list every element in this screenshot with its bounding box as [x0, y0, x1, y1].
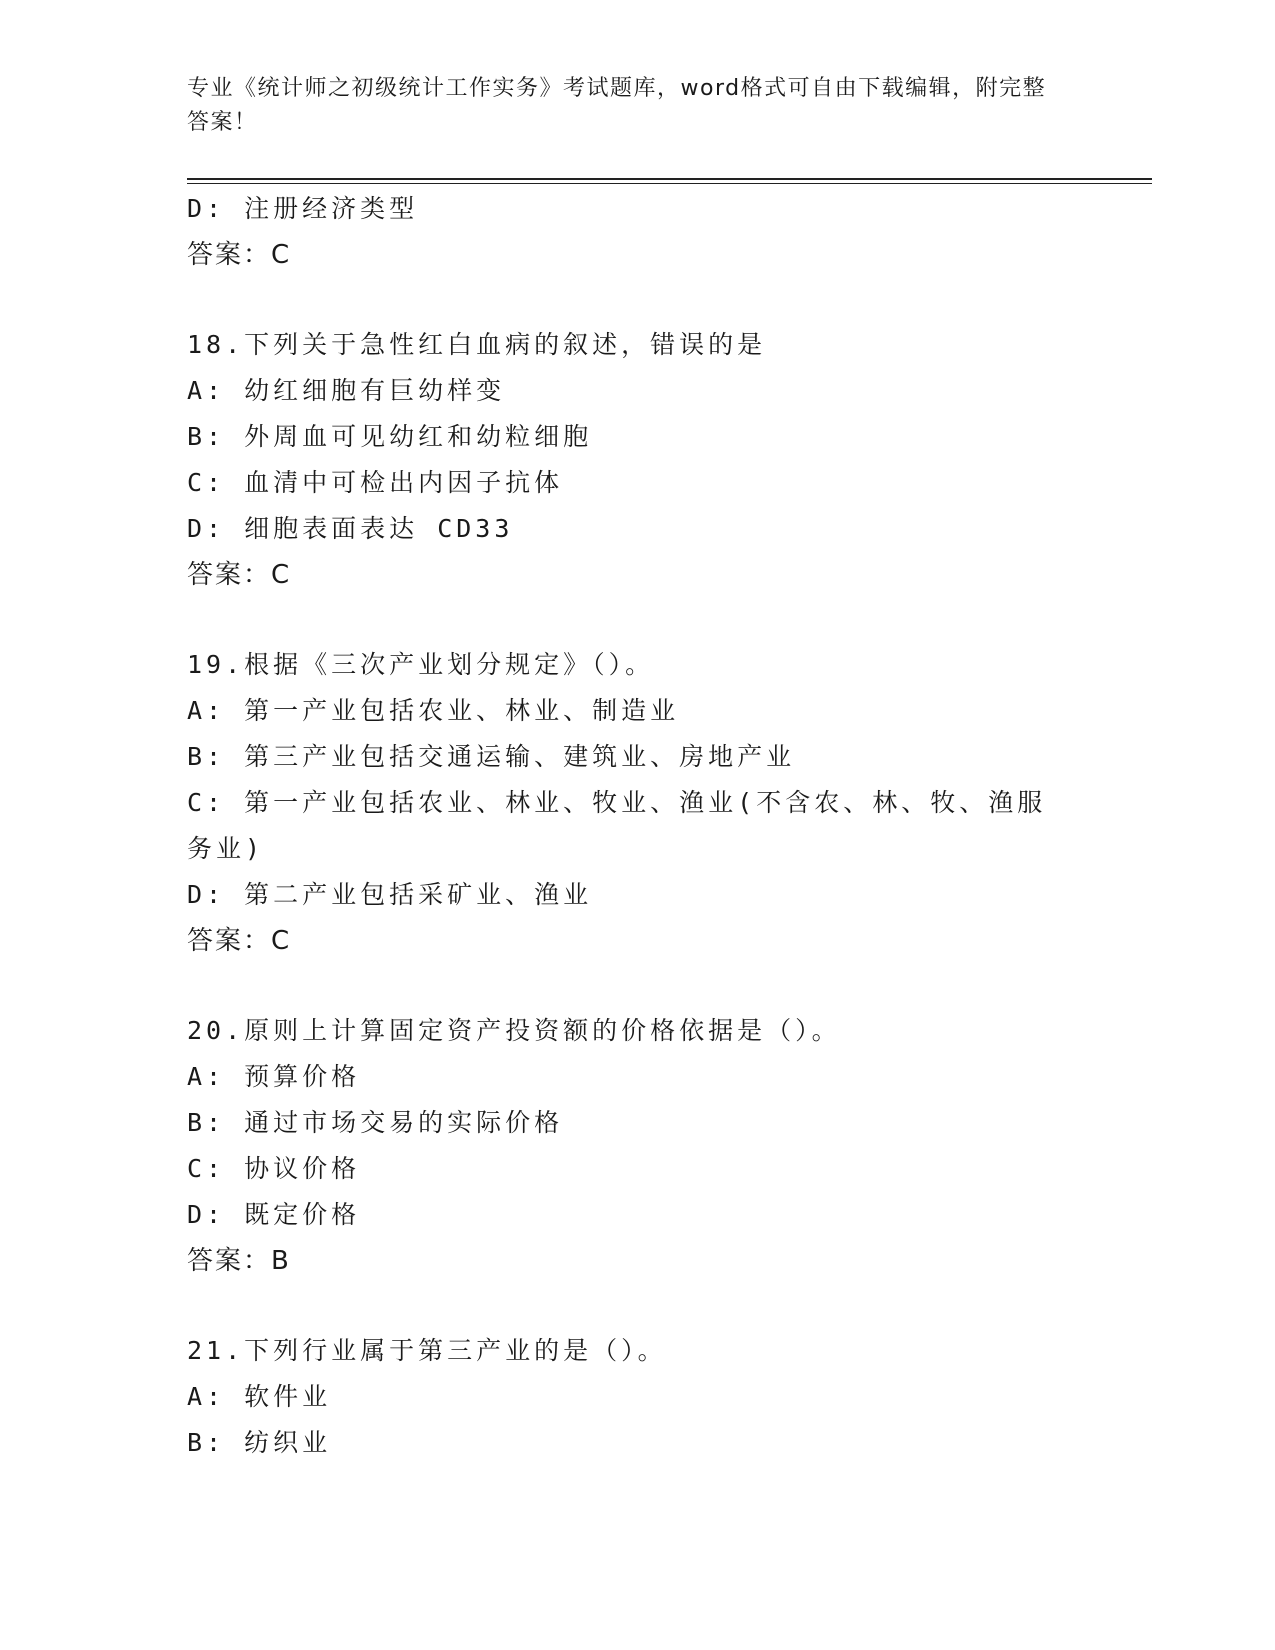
- option-a: A: 幼红细胞有巨幼样变: [187, 376, 506, 405]
- question-list: [187, 186, 1067, 1466]
- answer: 答案：C: [187, 926, 292, 956]
- option-b: B: 外周血可见幼红和幼粒细胞: [187, 422, 593, 451]
- option-c: C: 第一产业包括农业、林业、牧业、渔业(不含农、林、牧、渔服务业): [187, 788, 1047, 863]
- question-stem: 19.根据《三次产业划分规定》（）。: [187, 650, 655, 679]
- previous-question-tail: [187, 186, 1067, 278]
- header-divider-thick: [187, 178, 1152, 180]
- option-d: D: 既定价格: [187, 1200, 361, 1229]
- question-20: [187, 1008, 1067, 1284]
- answer: 答案：C: [187, 560, 292, 590]
- option-c: C: 协议价格: [187, 1154, 361, 1183]
- question-19: [187, 642, 1067, 964]
- option-d: D: 第二产业包括采矿业、渔业: [187, 880, 593, 909]
- option-d: D: 注册经济类型: [187, 194, 419, 223]
- page-header: 专业《统计师之初级统计工作实务》考试题库，word格式可自由下载编辑，附完整答案！: [187, 76, 1047, 135]
- option-a: A: 第一产业包括农业、林业、制造业: [187, 696, 680, 725]
- option-d: D: 细胞表面表达 CD33: [187, 514, 514, 543]
- option-b: B: 纺织业: [187, 1428, 332, 1457]
- answer: 答案：B: [187, 1246, 291, 1276]
- option-a: A: 预算价格: [187, 1062, 361, 1091]
- question-21: [187, 1328, 1067, 1466]
- header-divider-thin: [187, 183, 1152, 184]
- option-c: C: 血清中可检出内因子抗体: [187, 468, 564, 497]
- option-b: B: 第三产业包括交通运输、建筑业、房地产业: [187, 742, 796, 771]
- option-b: B: 通过市场交易的实际价格: [187, 1108, 564, 1137]
- question-stem: 18.下列关于急性红白血病的叙述，错误的是: [187, 330, 767, 359]
- question-stem: 20.原则上计算固定资产投资额的价格依据是（）。: [187, 1016, 841, 1045]
- option-a: A: 软件业: [187, 1382, 332, 1411]
- question-18: [187, 322, 1067, 598]
- answer: 答案：C: [187, 240, 292, 270]
- question-stem: 21.下列行业属于第三产业的是（）。: [187, 1336, 667, 1365]
